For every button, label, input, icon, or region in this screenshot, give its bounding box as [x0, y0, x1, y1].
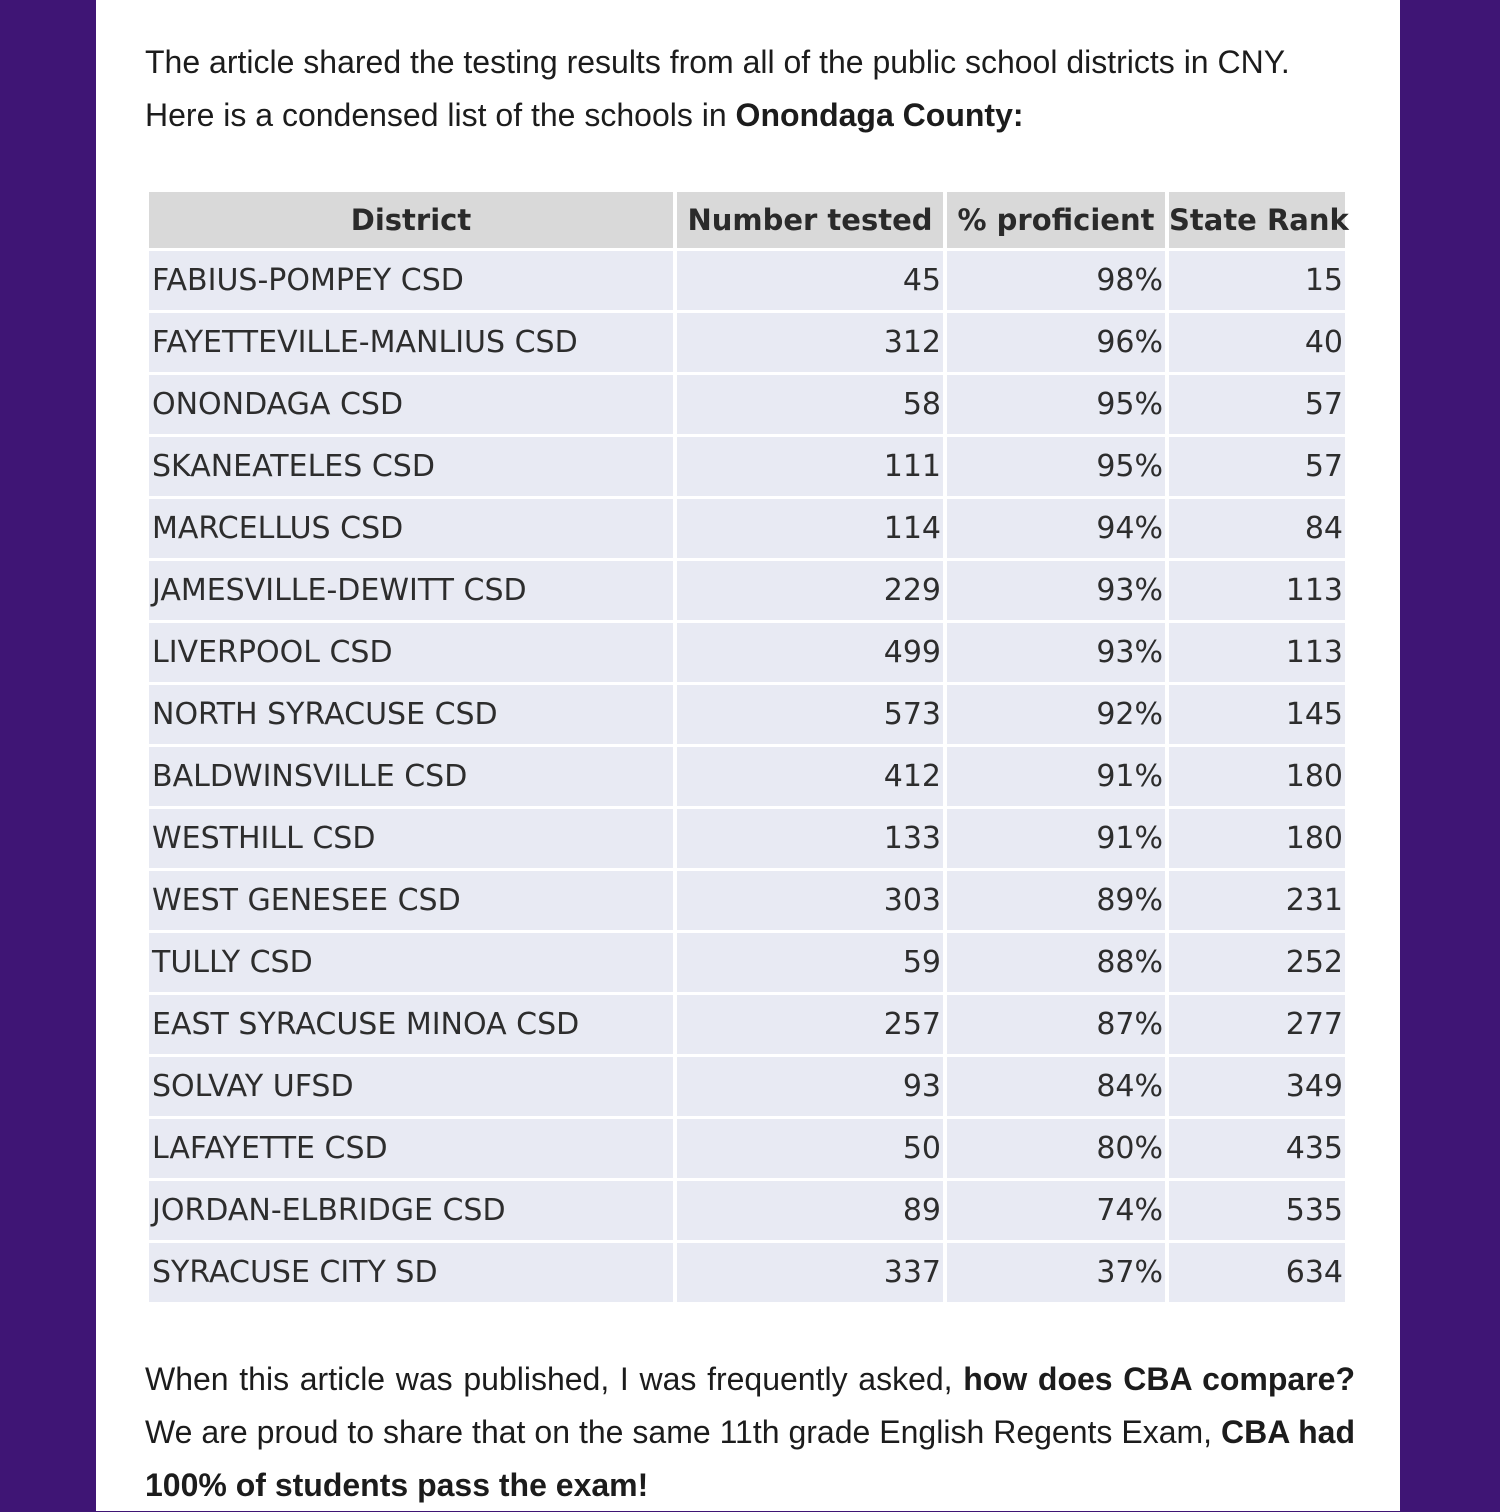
state-rank-cell: 84	[1169, 499, 1345, 558]
district-cell: FAYETTEVILLE-MANLIUS CSD	[149, 313, 673, 372]
district-cell: WESTHILL CSD	[149, 809, 673, 868]
district-cell: JORDAN-ELBRIDGE CSD	[149, 1181, 673, 1240]
outro-bold-question: how does CBA compare?	[963, 1361, 1356, 1397]
table-row	[149, 747, 1345, 806]
state-rank-cell: 252	[1169, 933, 1345, 992]
number-tested-cell: 58	[677, 375, 943, 434]
state-rank-cell: 113	[1169, 561, 1345, 620]
table-row	[149, 1181, 1345, 1240]
percent-proficient-cell: 95%	[947, 437, 1165, 496]
percent-proficient-cell: 80%	[947, 1119, 1165, 1178]
table-body	[149, 251, 1345, 1302]
table-row	[149, 685, 1345, 744]
percent-proficient-cell: 95%	[947, 375, 1165, 434]
number-tested-cell: 111	[677, 437, 943, 496]
district-cell: TULLY CSD	[149, 933, 673, 992]
number-tested-cell: 229	[677, 561, 943, 620]
state-rank-cell: 231	[1169, 871, 1345, 930]
state-rank-cell: 113	[1169, 623, 1345, 682]
intro-text: The article shared the testing results from all of the public school districts in CNY. Here is a condensed list of the schools in	[145, 44, 1290, 133]
district-cell: BALDWINSVILLE CSD	[149, 747, 673, 806]
percent-proficient-cell: 87%	[947, 995, 1165, 1054]
percent-proficient-cell: 74%	[947, 1181, 1165, 1240]
table-header-row	[149, 192, 1345, 248]
district-cell: FABIUS-POMPEY CSD	[149, 251, 673, 310]
table-row	[149, 499, 1345, 558]
state-rank-cell: 180	[1169, 809, 1345, 868]
state-rank-cell: 180	[1169, 747, 1345, 806]
state-rank-cell: 145	[1169, 685, 1345, 744]
percent-proficient-cell: 91%	[947, 747, 1165, 806]
results-table-image	[149, 192, 1348, 1305]
outro-text-1: When this article was published, I was frequently asked,	[145, 1361, 964, 1397]
table-row	[149, 623, 1345, 682]
number-tested-cell: 337	[677, 1243, 943, 1302]
number-tested-cell: 50	[677, 1119, 943, 1178]
state-rank-cell: 57	[1169, 375, 1345, 434]
state-rank-cell: 277	[1169, 995, 1345, 1054]
district-cell: ONONDAGA CSD	[149, 375, 673, 434]
number-tested-cell: 45	[677, 251, 943, 310]
percent-proficient-cell: 88%	[947, 933, 1165, 992]
district-cell: SKANEATELES CSD	[149, 437, 673, 496]
state-rank-cell: 40	[1169, 313, 1345, 372]
percent-proficient-cell: 91%	[947, 809, 1165, 868]
table-row	[149, 809, 1345, 868]
number-tested-cell: 573	[677, 685, 943, 744]
number-tested-cell: 114	[677, 499, 943, 558]
results-table	[145, 189, 1349, 1305]
percent-proficient-cell: 84%	[947, 1057, 1165, 1116]
number-tested-cell: 59	[677, 933, 943, 992]
intro-bold-county: Onondaga County:	[735, 97, 1024, 133]
table-row	[149, 375, 1345, 434]
number-tested-cell: 133	[677, 809, 943, 868]
state-rank-cell: 57	[1169, 437, 1345, 496]
table-row	[149, 1119, 1345, 1178]
number-tested-cell: 412	[677, 747, 943, 806]
percent-proficient-cell: 96%	[947, 313, 1165, 372]
percent-proficient-cell: 94%	[947, 499, 1165, 558]
header-state-rank: State Rank	[1169, 192, 1345, 248]
percent-proficient-cell: 37%	[947, 1243, 1165, 1302]
number-tested-cell: 89	[677, 1181, 943, 1240]
table-row	[149, 1243, 1345, 1302]
percent-proficient-cell: 92%	[947, 685, 1165, 744]
percent-proficient-cell: 98%	[947, 251, 1165, 310]
article-page	[96, 0, 1400, 1511]
table-row	[149, 995, 1345, 1054]
outro-text-2: We are proud to share that on the same 11th grade English Regents Exam,	[145, 1414, 1222, 1450]
outro-bold-result: CBA had 100% of students pass the exam!	[145, 1414, 1356, 1503]
district-cell: EAST SYRACUSE MINOA CSD	[149, 995, 673, 1054]
district-cell: LAFAYETTE CSD	[149, 1119, 673, 1178]
state-rank-cell: 634	[1169, 1243, 1345, 1302]
number-tested-cell: 257	[677, 995, 943, 1054]
table-row	[149, 933, 1345, 992]
intro-paragraph	[145, 36, 1355, 142]
header-percent-proficient: % proficient	[947, 192, 1165, 248]
table-row	[149, 437, 1345, 496]
state-rank-cell: 535	[1169, 1181, 1345, 1240]
district-cell: WEST GENESEE CSD	[149, 871, 673, 930]
state-rank-cell: 349	[1169, 1057, 1345, 1116]
percent-proficient-cell: 93%	[947, 561, 1165, 620]
district-cell: SOLVAY UFSD	[149, 1057, 673, 1116]
district-cell: MARCELLUS CSD	[149, 499, 673, 558]
number-tested-cell: 312	[677, 313, 943, 372]
header-number-tested: Number tested	[677, 192, 943, 248]
header-district: District	[149, 192, 673, 248]
district-cell: JAMESVILLE-DEWITT CSD	[149, 561, 673, 620]
table-row	[149, 561, 1345, 620]
percent-proficient-cell: 93%	[947, 623, 1165, 682]
number-tested-cell: 303	[677, 871, 943, 930]
table-row	[149, 1057, 1345, 1116]
number-tested-cell: 93	[677, 1057, 943, 1116]
number-tested-cell: 499	[677, 623, 943, 682]
outro-paragraph	[145, 1353, 1355, 1512]
table-row	[149, 871, 1345, 930]
district-cell: SYRACUSE CITY SD	[149, 1243, 673, 1302]
district-cell: NORTH SYRACUSE CSD	[149, 685, 673, 744]
district-cell: LIVERPOOL CSD	[149, 623, 673, 682]
state-rank-cell: 15	[1169, 251, 1345, 310]
table-row	[149, 313, 1345, 372]
table-row	[149, 251, 1345, 310]
state-rank-cell: 435	[1169, 1119, 1345, 1178]
percent-proficient-cell: 89%	[947, 871, 1165, 930]
